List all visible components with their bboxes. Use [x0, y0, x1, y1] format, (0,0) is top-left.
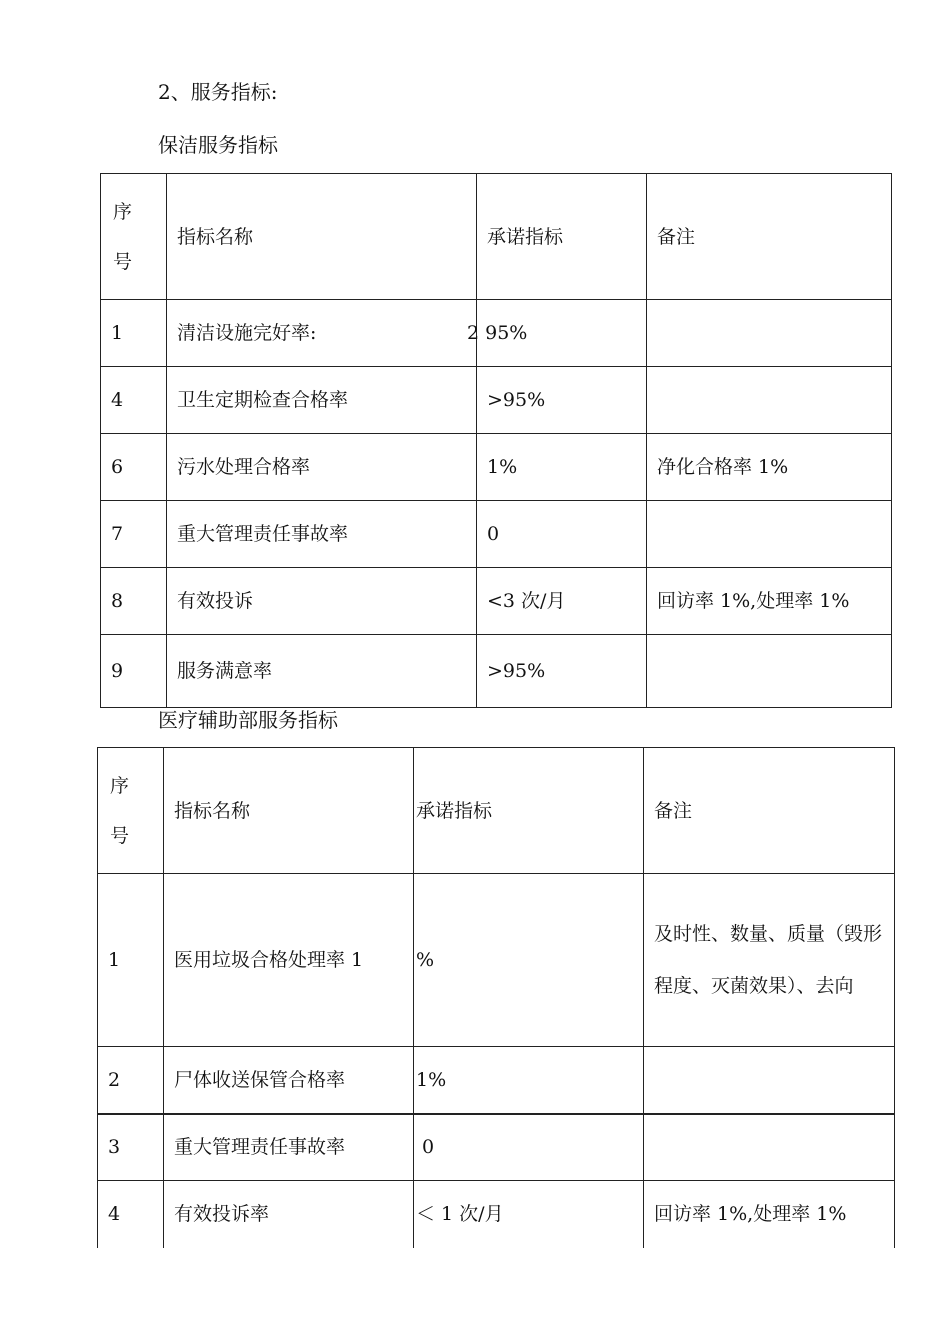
cell-note: 净化合格率 1% — [647, 434, 892, 501]
cell-name: 卫生定期检查合格率 — [167, 367, 477, 434]
table-row — [101, 300, 892, 367]
table-row — [98, 874, 895, 1047]
table-row — [101, 635, 892, 708]
table-row — [98, 1114, 895, 1181]
cell-seq: 4 — [98, 1181, 164, 1248]
cell-target: ＜ 1 次/月 — [414, 1181, 644, 1248]
cell-target: 1% — [477, 434, 647, 501]
medical-indicator-table — [97, 747, 895, 1248]
header-name: 指标名称 — [167, 174, 477, 300]
header-seq: 序 号 — [98, 748, 164, 874]
cell-note — [647, 367, 892, 434]
cell-seq: 2 — [98, 1047, 164, 1114]
table-row — [101, 367, 892, 434]
table-header-row — [101, 174, 892, 300]
table-row — [101, 501, 892, 568]
header-seq: 序 号 — [101, 174, 167, 300]
cell-name: 清洁设施完好率: — [167, 300, 477, 367]
header-note: 备注 — [647, 174, 892, 300]
cell-note — [647, 635, 892, 708]
cell-seq: 3 — [98, 1114, 164, 1181]
table-header-row — [98, 748, 895, 874]
table-row — [101, 568, 892, 635]
header-name: 指标名称 — [164, 748, 414, 874]
cell-target: 1% — [414, 1047, 644, 1114]
cell-name: 重大管理责任事故率 — [164, 1114, 414, 1181]
cell-seq: 6 — [101, 434, 167, 501]
cell-target: 0 — [477, 501, 647, 568]
cell-seq: 1 — [101, 300, 167, 367]
cell-name: 重大管理责任事故率 — [167, 501, 477, 568]
header-note: 备注 — [644, 748, 895, 874]
cell-target: <3 次/月 — [477, 568, 647, 635]
table-row — [98, 1047, 895, 1114]
table-row — [98, 1181, 895, 1248]
header-target: 承诺指标 — [414, 748, 644, 874]
cell-seq: 9 — [101, 635, 167, 708]
cell-note: 及时性、数量、质量（毁形程度、灭菌效果）、去向 — [644, 874, 895, 1047]
cell-name: 尸体收送保管合格率 — [164, 1047, 414, 1114]
cell-note: 回访率 1%,处理率 1% — [647, 568, 892, 635]
cell-seq: 4 — [101, 367, 167, 434]
cell-seq: 8 — [101, 568, 167, 635]
medical-table-title: 医疗辅助部服务指标 — [158, 708, 338, 732]
cell-name: 有效投诉 — [167, 568, 477, 635]
cell-note — [644, 1114, 895, 1181]
cell-name: 有效投诉率 — [164, 1181, 414, 1248]
cell-target: >95% — [477, 367, 647, 434]
cell-seq: 1 — [98, 874, 164, 1047]
header-target: 承诺指标 — [477, 174, 647, 300]
cleaning-table-title: 保洁服务指标 — [158, 133, 278, 157]
cell-name: 服务满意率 — [167, 635, 477, 708]
table-row — [101, 434, 892, 501]
cell-target: 2 95% — [477, 300, 647, 367]
cell-note — [647, 501, 892, 568]
cell-note: 回访率 1%,处理率 1% — [644, 1181, 895, 1248]
section-heading: 2、服务指标: — [158, 80, 278, 104]
cell-target: >95% — [477, 635, 647, 708]
cell-target: 0 — [414, 1114, 644, 1181]
cleaning-indicator-table — [100, 173, 892, 708]
cell-note — [647, 300, 892, 367]
cell-name: 污水处理合格率 — [167, 434, 477, 501]
cell-note — [644, 1047, 895, 1114]
cell-seq: 7 — [101, 501, 167, 568]
cell-target: % — [414, 874, 644, 1047]
cell-name: 医用垃圾合格处理率 1 — [164, 874, 414, 1047]
